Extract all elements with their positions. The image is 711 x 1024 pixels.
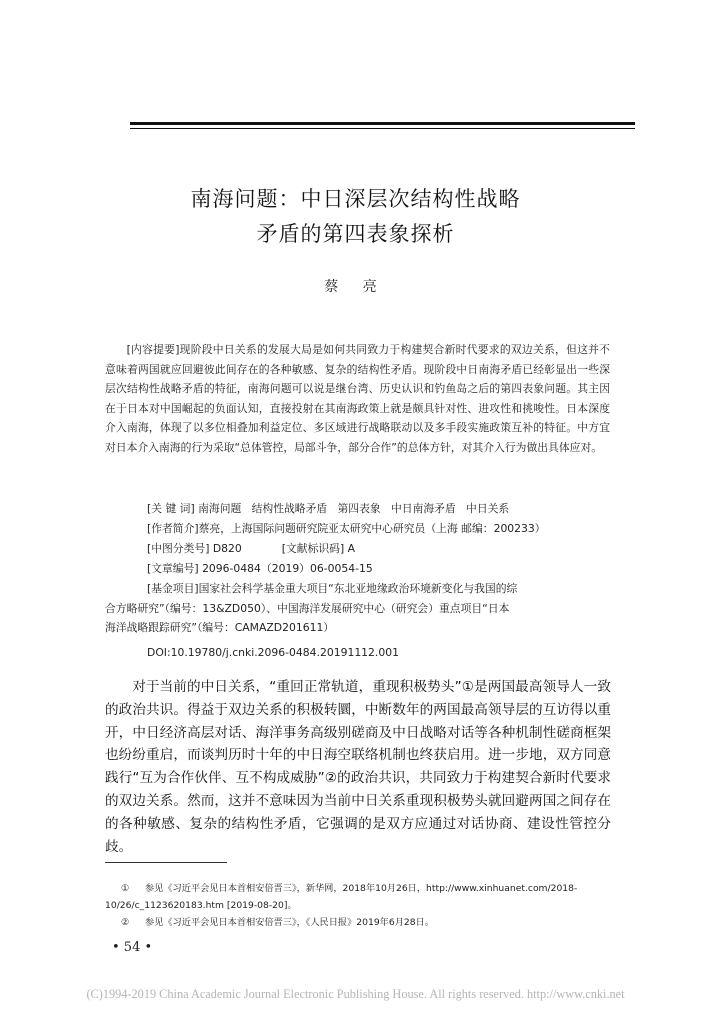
doc-code-label: [文献标识码] (281, 542, 345, 555)
author-info-text: 蔡亮，上海国际问题研究院亚太研究中心研究员（上海 邮编：200233） (198, 522, 546, 535)
footnote (105, 914, 611, 931)
keywords-line (147, 499, 607, 519)
author-info-line (147, 519, 607, 539)
abstract-label: [内容提要] (126, 343, 180, 356)
abstract (105, 340, 610, 458)
header-rule-thin (130, 128, 635, 129)
article-title-line2: 矛盾的第四表象探析 (256, 222, 455, 246)
keywords-label: [关 键 词] (147, 502, 195, 515)
doi: DOI:10.19780/j.cnki.2096-0484.20191112.001 (147, 646, 399, 659)
article-number-line (147, 559, 607, 579)
doc-code-value: A (347, 542, 356, 555)
classification-line (147, 539, 607, 559)
fund-label: [基金项目] (147, 582, 199, 595)
footnotes (105, 880, 611, 931)
article-title-line1: 南海问题：中日深层次结构性战略 (190, 187, 521, 211)
fund-info (105, 579, 607, 638)
footnote-number: ① (121, 883, 130, 894)
author-info-label: [作者简介] (147, 522, 199, 535)
page-number: • 54 • (112, 940, 153, 955)
keyword: 中日关系 (466, 502, 510, 515)
classification-label: [中图分类号] (147, 542, 210, 555)
abstract-text: 现阶段中日关系的发展大局是如何共同致力于构建契合新时代要求的双边关系，但这并不意味着两国就应回避彼此间存在的各种敏感、复杂的结构性矛盾。现阶段中日南海矛盾已经彰显出一些深层次结构性战略矛盾的特征，南海问题可以说是继台湾、历史认识和钓鱼岛之后的第四表象问题。其主因在于日本对中国崛起的负面认知，直接投射在其南海政策上就是颇具针对性、进攻性和挑唆性。日本深度介入南海，体现了以多位相叠加利益定位、多区域进行战略联动以及多手段实施政策互补的特征。中方宜对日本介入南海的行为采取“总体管控，局部斗争，部分合作”的总体方针，对其介入行为做出具体应对。 (105, 343, 610, 454)
body-paragraph (105, 676, 611, 858)
keyword: 南海问题 (198, 502, 242, 515)
body-text: 对于当前的中日关系，“重回正常轨道，重现积极势头”①是两国最高领导人一致的政治共识。得益于双边关系的积极转圜，中断数年的两国最高领导层的互访得以重开，中日经济高层对话、海洋事务高级别磋商及中日战略对话等各种机制性磋商框架也纷纷重启，而谈判历时十年的中日海空联络机制也终获启用。进一步地，双方同意践行“互为合作伙伴、互不构成威胁”②的政治共识，共同致力于构建契合新时代要求的双边关系。然而，这并不意味因为当前中日关系重现积极势头就回避两国之间存在的各种敏感、复杂的结构性矛盾，它强调的是双方应通过对话协商、建设性管控分歧。 (105, 679, 611, 855)
footnote-text: 参见《习近平会见日本首相安倍晋三》，新华网，2018年10月26日，http://www.xinhuanet.com/2018-10/26/c_1123620183.htm [2019-08-20]。 (105, 883, 578, 911)
fund-line3: 海洋战略跟踪研究”（编号：CAMAZD201611） (105, 621, 335, 635)
fund-line1: 国家社会科学基金重大项目“东北亚地缘政治环境新变化与我国的综 (198, 582, 518, 595)
footnote-number: ② (121, 917, 130, 928)
footnote-text: 参见《习近平会见日本首相安倍晋三》，《人民日报》2019年6月28日。 (145, 917, 434, 928)
fund-line2: 合方略研究”（编号：13&ZD050）、中国海洋发展研究中心（研究会）重点项目“日本 (105, 601, 510, 615)
footnote-divider (105, 862, 227, 863)
header-rule-thick (130, 122, 635, 125)
keyword: 中日南海矛盾 (390, 502, 456, 515)
article-number-label: [文章编号] (147, 562, 199, 575)
author-name: 蔡 亮 (324, 279, 387, 295)
keyword: 结构性战略矛盾 (251, 502, 328, 515)
classification-value: D820 (212, 542, 242, 555)
keyword: 第四表象 (337, 502, 381, 515)
article-number-value: 2096-0484（2019）06-0054-15 (202, 562, 373, 575)
copyright-notice: (C)1994-2019 China Academic Journal Electronic Publishing House. All rights reserved. http://www.cnki.net (86, 987, 625, 1001)
footnote (105, 880, 611, 914)
